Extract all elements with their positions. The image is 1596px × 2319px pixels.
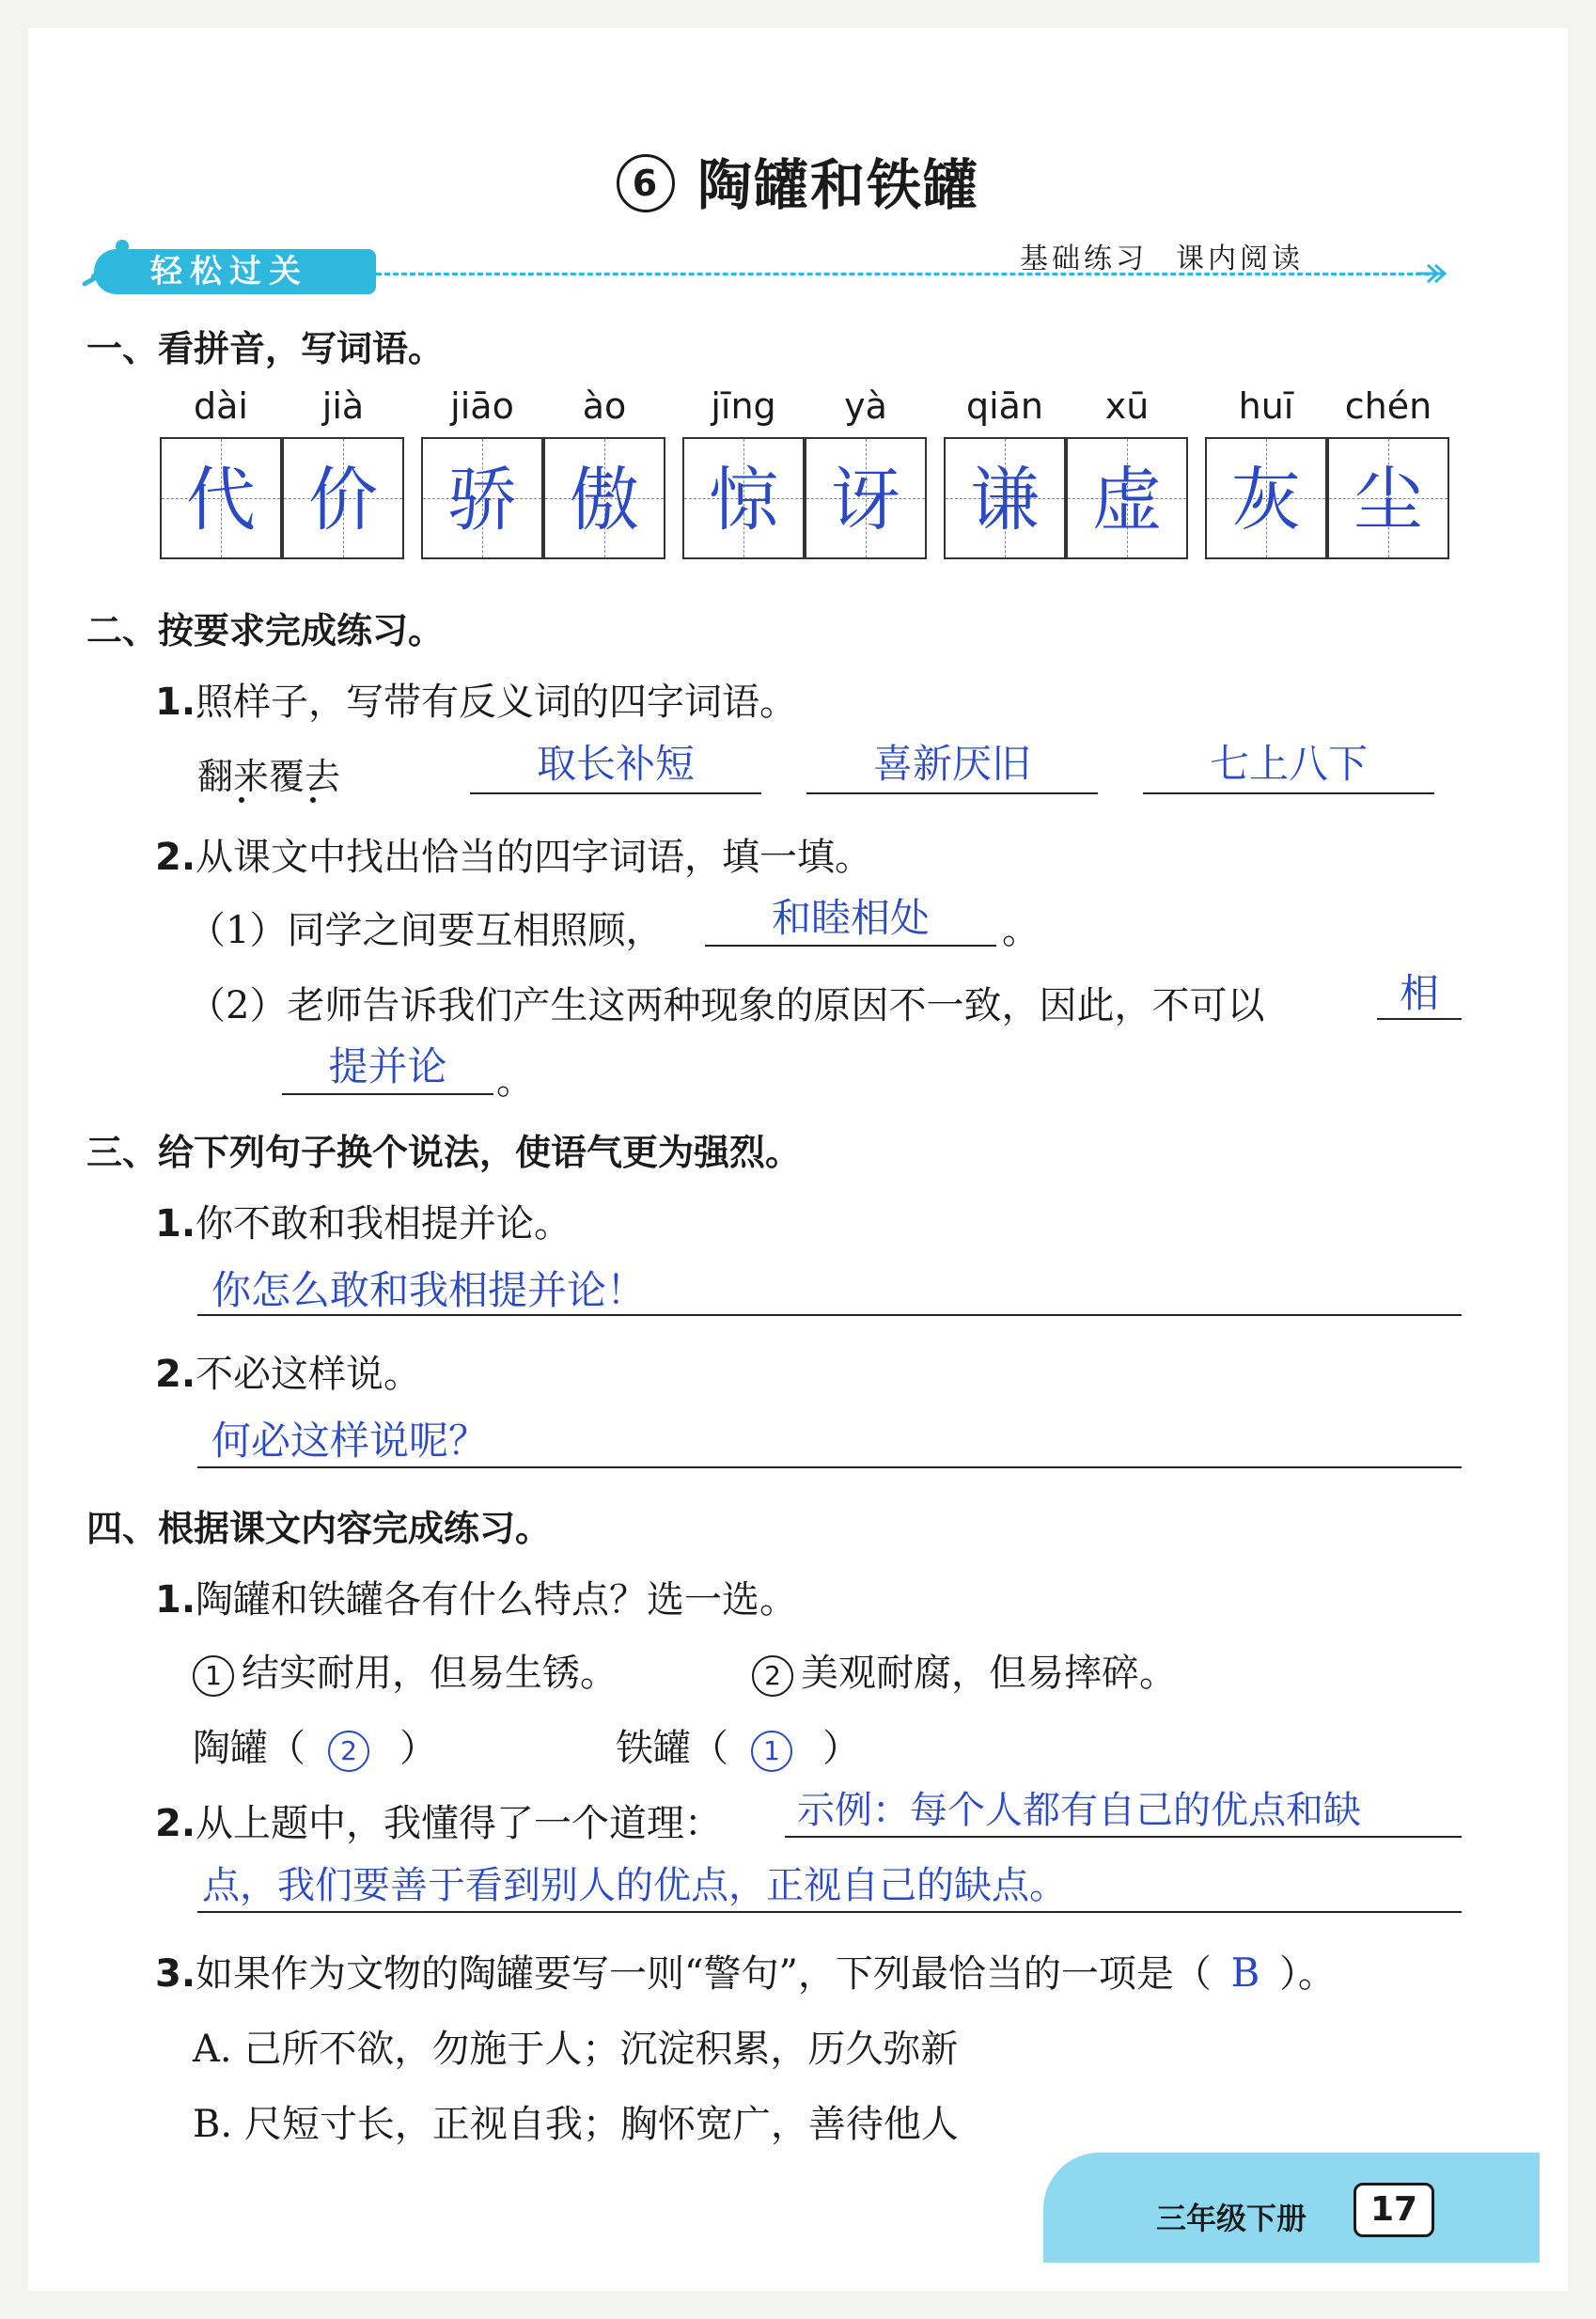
page-number: 17 <box>1353 2183 1434 2237</box>
pinyin-6: yà <box>844 385 887 427</box>
s4-q3-end: ）。 <box>1278 1952 1336 1996</box>
s3-q1-text: 你不敢和我相提并论。 <box>196 1202 572 1246</box>
section-2-heading: 二、按要求完成练习。 <box>86 610 445 651</box>
pinyin-2: jià <box>321 385 365 427</box>
tag-in-class-reading: 课内阅读 <box>1176 243 1304 275</box>
char-answer-4: 傲 <box>570 460 639 541</box>
pinyin-7: qiān <box>965 385 1044 427</box>
char-box-9[interactable] <box>1205 437 1327 559</box>
char-answer-3: 骄 <box>447 460 517 541</box>
s4-q1-text: 陶罐和铁罐各有什么特点？选一选。 <box>196 1578 798 1622</box>
pinyin-4: ào <box>582 385 627 427</box>
s3-q2-answer: 何必这样说呢？ <box>211 1418 489 1464</box>
tag-basic-practice: 基础练习 <box>1020 243 1148 275</box>
char-answer-9: 灰 <box>1231 460 1301 541</box>
s4-q1-tao <box>193 1718 437 1772</box>
answer-line[interactable] <box>806 792 1098 794</box>
s2-q1-answer-1: 取长补短 <box>536 741 695 787</box>
section-1-heading: 一、看拼音，写词语。 <box>86 328 445 369</box>
lesson-title-text: 陶罐和铁罐 <box>696 153 979 217</box>
s2-q2-p2-answer-a: 相 <box>1399 970 1439 1016</box>
s2-q2-p1-answer: 和睦相处 <box>771 895 930 941</box>
s2-q1-example: 翻来覆去 <box>197 756 341 797</box>
s2-q1 <box>155 672 797 726</box>
char-box-2[interactable] <box>282 437 404 559</box>
s2-q2-p2-end: 。 <box>496 1059 534 1103</box>
tie-close: ） <box>822 1727 860 1770</box>
answer-line[interactable] <box>197 1466 1462 1468</box>
answer-line[interactable] <box>197 1911 1462 1913</box>
section-4-heading: 四、根据课文内容完成练习。 <box>86 1508 552 1549</box>
s4-q3-answer[interactable]: B <box>1230 1950 1260 1996</box>
s4-q3-option-a: A. 己所不欲，勿施于人；沉淀积累，历久弥新 <box>193 2028 959 2071</box>
s2-q2 <box>155 827 872 881</box>
s2-q1-text: 照样子，写带有反义词的四字词语。 <box>196 681 798 724</box>
lesson-title <box>0 141 1596 220</box>
s3-q2-num: 2. <box>155 1353 196 1396</box>
char-answer-1: 代 <box>186 460 256 541</box>
s3-q1-answer: 你怎么敢和我相提并论！ <box>211 1267 647 1313</box>
s4-q2-text: 从上题中，我懂得了一个道理： <box>196 1802 723 1845</box>
char-box-1[interactable] <box>160 437 282 559</box>
pinyin-10: chén <box>1344 385 1432 427</box>
option-1-mark: 1 <box>193 1655 234 1697</box>
answer-line[interactable] <box>785 1836 1462 1838</box>
char-answer-5: 惊 <box>709 460 778 541</box>
s2-q2-p2-answer-b: 提并论 <box>328 1043 447 1089</box>
s4-q2 <box>155 1794 722 1847</box>
tie-answer[interactable]: 1 <box>751 1731 792 1772</box>
example-dot-1 <box>239 797 244 803</box>
char-box-4[interactable] <box>543 437 665 559</box>
tie-label: 铁罐（ <box>616 1727 728 1770</box>
example-dot-2 <box>310 797 316 803</box>
section-banner: 轻松过关 <box>94 249 376 294</box>
s4-q3-num: 3. <box>155 1952 196 1996</box>
char-answer-6: 讶 <box>831 460 900 541</box>
s2-q2-p1: （1）同学之间要互相照顾， <box>188 909 664 952</box>
char-answer-10: 尘 <box>1353 460 1423 541</box>
s2-q2-p2: （2）老师告诉我们产生这两种现象的原因不一致，因此，不可以 <box>188 984 1265 1027</box>
s4-q1-tie <box>616 1718 860 1772</box>
s4-q1-num: 1. <box>155 1578 196 1622</box>
pinyin-5: jīng <box>711 385 776 427</box>
s4-q3-text: 如果作为文物的陶罐要写一则“警句”，下列最恰当的一项是（ <box>196 1952 1212 1996</box>
s2-q2-text: 从课文中找出恰当的四字词语，填一填。 <box>196 836 873 879</box>
s2-q1-num: 1. <box>155 681 196 724</box>
s2-q2-num: 2. <box>155 836 196 879</box>
s4-q1-option-2 <box>752 1643 1177 1697</box>
s3-q1 <box>155 1194 571 1247</box>
option-1-text: 结实耐用，但易生锈。 <box>242 1652 618 1695</box>
s3-q2 <box>155 1344 421 1398</box>
s4-q1 <box>155 1570 797 1623</box>
tao-close: ） <box>399 1727 437 1770</box>
s4-q3-option-b: B. 尺短寸长，正视自我；胸怀宽广，善待他人 <box>193 2103 959 2146</box>
s4-q2-answer-line-2: 点，我们要善于看到别人的优点，正视自己的缺点。 <box>202 1864 1067 1907</box>
grade-label: 三年级下册 <box>1156 2201 1307 2236</box>
answer-line[interactable] <box>197 1314 1462 1316</box>
section-3-heading: 三、给下列句子换个说法，使语气更为强烈。 <box>86 1132 802 1173</box>
char-box-10[interactable] <box>1327 437 1449 559</box>
answer-line[interactable] <box>1143 792 1434 794</box>
pinyin-3: jiāo <box>450 385 514 427</box>
option-2-mark: 2 <box>752 1655 793 1697</box>
pinyin-9: huī <box>1238 385 1294 427</box>
char-box-6[interactable] <box>805 437 927 559</box>
char-box-3[interactable] <box>421 437 543 559</box>
tao-answer[interactable]: 2 <box>328 1731 369 1772</box>
banner-tags <box>1020 235 1332 276</box>
arrow-tail-icon <box>1415 259 1452 288</box>
s4-q2-num: 2. <box>155 1802 196 1845</box>
answer-line[interactable] <box>282 1093 493 1095</box>
s2-q1-answer-3: 七上八下 <box>1209 741 1368 787</box>
s2-q1-answer-2: 喜新厌旧 <box>872 741 1031 787</box>
answer-line[interactable] <box>1377 1018 1462 1020</box>
s3-q1-num: 1. <box>155 1202 196 1246</box>
char-answer-2: 价 <box>308 460 378 541</box>
tao-label: 陶罐（ <box>193 1727 305 1770</box>
s4-q2-answer-line-1: 示例：每个人都有自己的优点和缺 <box>797 1789 1361 1832</box>
answer-line[interactable] <box>705 945 996 947</box>
pinyin-8: xū <box>1104 385 1150 427</box>
s2-q2-p1-end: 。 <box>1002 909 1040 952</box>
s4-q3 <box>155 1944 1336 1998</box>
pinyin-1: dài <box>194 385 248 427</box>
char-answer-8: 虚 <box>1092 460 1162 541</box>
s4-q1-option-1 <box>193 1643 618 1697</box>
char-box-5[interactable] <box>682 437 805 559</box>
option-2-text: 美观耐腐，但易摔碎。 <box>801 1652 1177 1695</box>
char-box-7[interactable] <box>944 437 1066 559</box>
char-box-8[interactable] <box>1066 437 1188 559</box>
s3-q2-text: 不必这样说。 <box>196 1353 422 1396</box>
answer-line[interactable] <box>470 792 761 794</box>
char-answer-7: 谦 <box>970 460 1040 541</box>
lesson-number: 6 <box>617 154 675 212</box>
